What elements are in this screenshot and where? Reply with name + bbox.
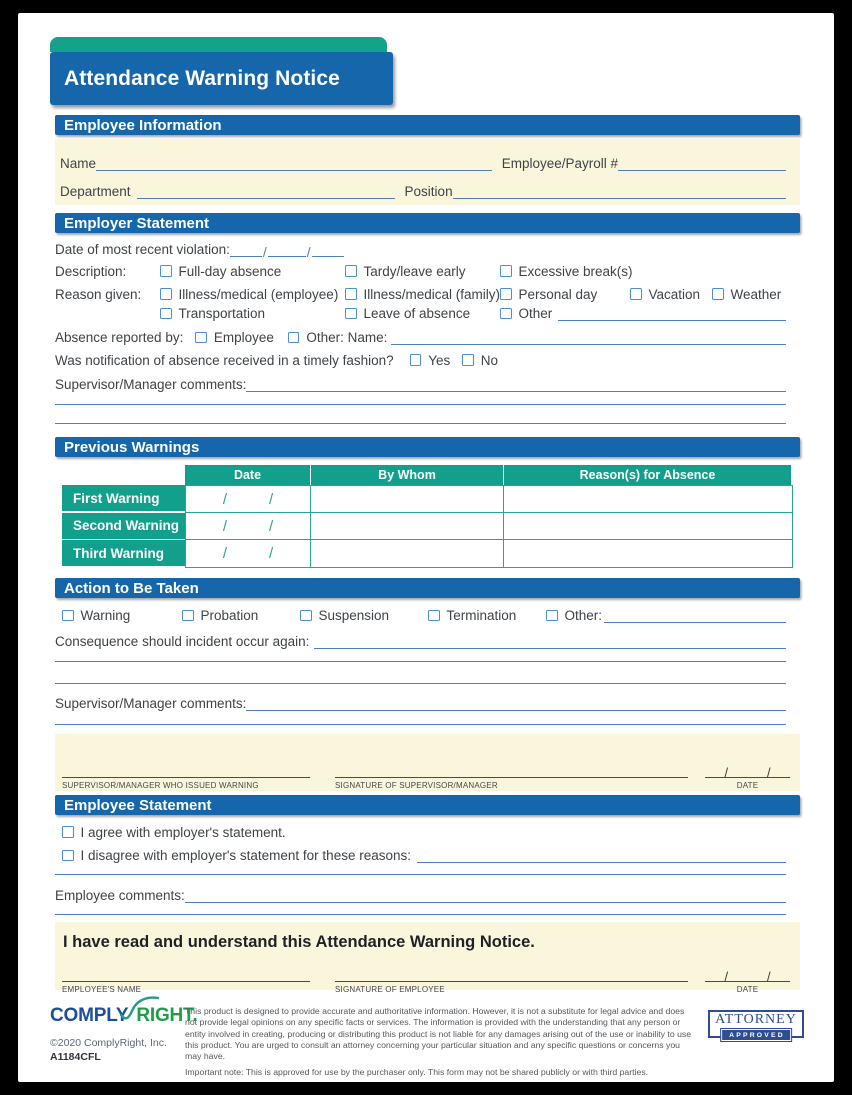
position-input-line[interactable] xyxy=(453,184,786,199)
supervisor-date-field xyxy=(705,761,790,790)
supervisor-comments2-label: Supervisor/Manager comments: xyxy=(55,696,247,711)
checkbox-personal-day[interactable] xyxy=(500,288,512,300)
violation-date-field[interactable] xyxy=(230,243,344,260)
option-label: Other xyxy=(518,306,553,321)
checkbox-weather[interactable] xyxy=(712,288,724,300)
supervisor-signature-row xyxy=(55,761,800,790)
legal-disclaimer xyxy=(185,1006,695,1078)
violation-date-row xyxy=(55,239,786,260)
option-label: Transportation xyxy=(178,306,266,321)
reason-row-1 xyxy=(55,285,786,303)
supervisor-comments-line-2[interactable] xyxy=(55,404,786,405)
logo-right-text: RIGHT. xyxy=(136,1005,198,1026)
column-header-date: Date xyxy=(185,465,310,485)
employee-signature-row xyxy=(55,965,800,994)
cell-third-warning-by-whom[interactable] xyxy=(311,540,504,567)
name-input-line[interactable] xyxy=(96,156,492,171)
violation-date-label: Date of most recent violation: xyxy=(55,242,230,257)
cell-second-warning-reasons[interactable] xyxy=(504,513,792,540)
disagree-row xyxy=(62,845,786,863)
row-label-third-warning: Third Warning xyxy=(62,540,185,566)
complyright-logo xyxy=(50,1005,197,1027)
issued-warning-label: SUPERVISOR/MANAGER WHO ISSUED WARNING xyxy=(62,781,259,790)
option-label: Employee xyxy=(213,330,274,345)
checkbox-transportation[interactable] xyxy=(160,308,172,320)
date-day-line[interactable] xyxy=(268,243,306,257)
name-label: Name xyxy=(60,156,97,171)
date-month-line[interactable] xyxy=(230,243,262,257)
form-page xyxy=(18,13,834,1082)
cell-second-warning-date[interactable] xyxy=(186,513,311,540)
date-slash: / xyxy=(269,517,274,535)
form-title-box xyxy=(50,52,393,105)
cell-first-warning-by-whom[interactable] xyxy=(311,486,504,513)
employee-name-label: EMPLOYEE'S NAME xyxy=(62,985,142,994)
checkbox-full-day-absence[interactable] xyxy=(160,265,172,277)
option-label: Weather xyxy=(730,286,782,302)
checkbox-leave-of-absence[interactable] xyxy=(345,308,357,320)
checkbox-excessive-breaks[interactable] xyxy=(500,265,512,277)
action-options-row xyxy=(62,605,786,623)
checkbox-action-suspension[interactable] xyxy=(300,610,312,622)
date-slash: / xyxy=(222,490,227,508)
checkbox-tardy-leave-early[interactable] xyxy=(345,265,357,277)
employee-comments-line-2[interactable] xyxy=(55,914,786,915)
section-title: Employer Statement xyxy=(64,214,210,232)
other-reason-line[interactable] xyxy=(558,306,786,321)
consequence-line-3[interactable] xyxy=(55,683,786,684)
date-slash: / xyxy=(269,545,274,562)
option-label: Excessive break(s) xyxy=(518,263,633,279)
employee-info-row-2 xyxy=(55,181,800,199)
option-label: Full-day absence xyxy=(178,263,282,279)
notification-label: Was notification of absence received in a timely fashion? xyxy=(55,352,394,368)
supervisor-signature-field xyxy=(335,761,688,790)
department-input-line[interactable] xyxy=(137,184,395,199)
employee-info-row-1 xyxy=(55,153,800,171)
section-title: Previous Warnings xyxy=(64,438,200,456)
date-slash: / xyxy=(222,545,227,562)
option-label: Other: Name: xyxy=(306,330,388,345)
issued-warning-field xyxy=(62,761,310,790)
supervisor-comments2-line-1[interactable] xyxy=(246,696,786,711)
reported-other-name-line[interactable] xyxy=(391,330,786,345)
cell-third-warning-date[interactable] xyxy=(186,540,311,567)
employee-signature-field xyxy=(335,965,688,994)
employee-date-label: DATE xyxy=(736,985,759,994)
disclaimer-text: This product is designed to provide accurate and authoritative information. However, it is not a substitute for legal advice and does not provide legal opinions on any specific facts or services. The information is provided with the understanding that any person or entity involved in creating, producing or distributing this product is not liable for any damages arising out of the use or inability to use this product. You are urged to consult an attorney concerning your particular situation and any specific questions or concerns you may have. xyxy=(185,1006,692,1062)
supervisor-signature-line[interactable] xyxy=(335,761,688,778)
option-label: Personal day xyxy=(518,286,598,302)
option-label: Suspension xyxy=(318,608,390,623)
supervisor-comments2-row xyxy=(55,693,786,711)
employee-info-panel xyxy=(55,139,800,205)
important-note-text: Important note: This is approved for use by the purchaser only. This form may not be shared publicly or with third parties. xyxy=(185,1066,649,1077)
supervisor-comments-row xyxy=(55,374,786,392)
employee-comments-label: Employee comments: xyxy=(55,888,185,903)
cell-first-warning-reasons[interactable] xyxy=(504,486,792,513)
option-label: Tardy/leave early xyxy=(363,263,466,279)
option-label: Probation xyxy=(200,608,259,623)
consequence-line-2[interactable] xyxy=(55,661,786,662)
date-slash: / xyxy=(306,244,311,260)
row-label-second-warning: Second Warning xyxy=(62,513,185,539)
department-label: Department xyxy=(60,184,131,199)
absence-reported-row xyxy=(55,327,786,345)
section-title: Action to Be Taken xyxy=(64,579,199,597)
section-header-previous-warnings xyxy=(55,437,800,457)
option-label: Illness/medical (family) xyxy=(363,286,501,302)
supervisor-date-label: DATE xyxy=(736,781,759,790)
disagree-label: I disagree with employer's statement for these reasons: xyxy=(80,848,411,863)
attorney-approved-badge xyxy=(708,1010,804,1038)
checkbox-action-warning[interactable] xyxy=(62,610,74,622)
reason-label: Reason given: xyxy=(55,286,142,302)
section-header-action-to-be-taken xyxy=(55,578,800,598)
payroll-input-line[interactable] xyxy=(618,156,786,171)
option-label: Vacation xyxy=(648,286,701,302)
option-label: Leave of absence xyxy=(363,306,471,321)
supervisor-signature-label: SIGNATURE OF SUPERVISOR/MANAGER xyxy=(335,781,498,790)
disagree-reasons-line-2[interactable] xyxy=(55,874,786,875)
cell-third-warning-reasons[interactable] xyxy=(504,540,792,567)
option-label: No xyxy=(480,352,498,368)
position-label: Position xyxy=(404,184,453,199)
table-body xyxy=(185,485,793,568)
checkbox-action-probation[interactable] xyxy=(182,610,194,622)
product-code: A1184CFL xyxy=(50,1051,101,1063)
date-slash: / xyxy=(724,765,729,780)
payroll-label: Employee/Payroll # xyxy=(501,156,618,171)
description-row xyxy=(55,262,786,280)
date-slash: / xyxy=(766,765,771,780)
checkbox-illness-employee[interactable] xyxy=(160,288,172,300)
cell-second-warning-by-whom[interactable] xyxy=(311,513,504,540)
checkbox-other-reason[interactable] xyxy=(500,308,512,320)
column-header-reasons: Reason(s) for Absence xyxy=(503,465,791,485)
employee-date-line[interactable] xyxy=(705,965,790,982)
table-header-row xyxy=(185,465,793,485)
checkbox-disagree[interactable] xyxy=(62,850,74,862)
employee-signature-label: SIGNATURE OF EMPLOYEE xyxy=(335,985,445,994)
consequence-line-1[interactable] xyxy=(314,634,786,649)
acknowledgement-text: I have read and understand this Attendance Warning Notice. xyxy=(63,933,535,951)
option-label: Warning xyxy=(80,608,131,623)
absence-reported-label: Absence reported by: xyxy=(55,330,184,345)
notification-row xyxy=(55,351,786,369)
reason-row-2 xyxy=(55,303,786,321)
employee-date-field xyxy=(705,965,790,994)
copyright-text: ©2020 ComplyRight, Inc. xyxy=(50,1037,167,1049)
logo-comply-text: COMPLY xyxy=(50,1005,129,1026)
supervisor-comments-line-3[interactable] xyxy=(55,423,786,424)
checkbox-reported-other[interactable] xyxy=(288,332,300,344)
agree-label: I agree with employer's statement. xyxy=(80,824,286,840)
date-slash: / xyxy=(724,969,729,984)
supervisor-signature-panel xyxy=(55,734,800,791)
logo-check-swoosh-icon xyxy=(119,995,159,1023)
employee-signature-panel xyxy=(55,922,800,994)
date-slash: / xyxy=(262,244,267,260)
checkbox-action-termination[interactable] xyxy=(428,610,440,622)
option-label: Yes xyxy=(428,352,451,368)
supervisor-date-line[interactable] xyxy=(705,761,790,778)
checkbox-agree[interactable] xyxy=(62,826,74,838)
date-slash: / xyxy=(766,969,771,984)
option-label: Termination xyxy=(446,608,517,623)
badge-attorney-text: ATTORNEY xyxy=(715,1012,797,1027)
consequence-row xyxy=(55,631,786,649)
issued-warning-line[interactable] xyxy=(62,761,310,778)
option-label: Illness/medical (employee) xyxy=(178,286,339,302)
table-row-labels xyxy=(62,485,185,568)
supervisor-comments2-line-2[interactable] xyxy=(55,724,786,725)
employee-comments-row xyxy=(55,885,786,903)
disagree-reasons-line-1[interactable] xyxy=(417,848,786,863)
section-title: Employee Information xyxy=(64,116,222,134)
form-title: Attendance Warning Notice xyxy=(64,66,340,90)
section-header-employee-statement xyxy=(55,795,800,815)
masthead-accent-bar xyxy=(50,37,387,52)
section-header-employer-statement xyxy=(55,213,800,233)
supervisor-comments-line-1[interactable] xyxy=(246,377,786,392)
option-label: Other: xyxy=(564,608,603,623)
action-other-line[interactable] xyxy=(604,608,786,623)
checkbox-reported-employee[interactable] xyxy=(195,332,207,344)
section-title: Employee Statement xyxy=(64,796,212,814)
cell-first-warning-date[interactable] xyxy=(186,486,311,513)
checkbox-action-other[interactable] xyxy=(546,610,558,622)
consequence-label: Consequence should incident occur again: xyxy=(55,634,310,649)
description-label: Description: xyxy=(55,263,127,279)
supervisor-comments-label: Supervisor/Manager comments: xyxy=(55,377,247,392)
section-header-employee-information xyxy=(55,115,800,135)
checkbox-timely-no[interactable] xyxy=(462,354,474,366)
agree-row xyxy=(62,823,786,841)
employee-name-field xyxy=(62,965,310,994)
checkbox-vacation[interactable] xyxy=(630,288,642,300)
badge-approved-ribbon: APPROVED xyxy=(721,1029,791,1041)
employee-name-line[interactable] xyxy=(62,965,310,982)
date-slash: / xyxy=(269,490,274,508)
date-year-line[interactable] xyxy=(312,243,344,257)
row-label-first-warning: First Warning xyxy=(62,485,185,511)
checkbox-illness-family[interactable] xyxy=(345,288,357,300)
column-header-by-whom: By Whom xyxy=(310,465,503,485)
previous-warnings-table xyxy=(62,465,793,568)
date-slash: / xyxy=(222,517,227,535)
employee-signature-line[interactable] xyxy=(335,965,688,982)
checkbox-timely-yes[interactable] xyxy=(410,354,422,366)
employee-comments-line-1[interactable] xyxy=(185,888,786,903)
